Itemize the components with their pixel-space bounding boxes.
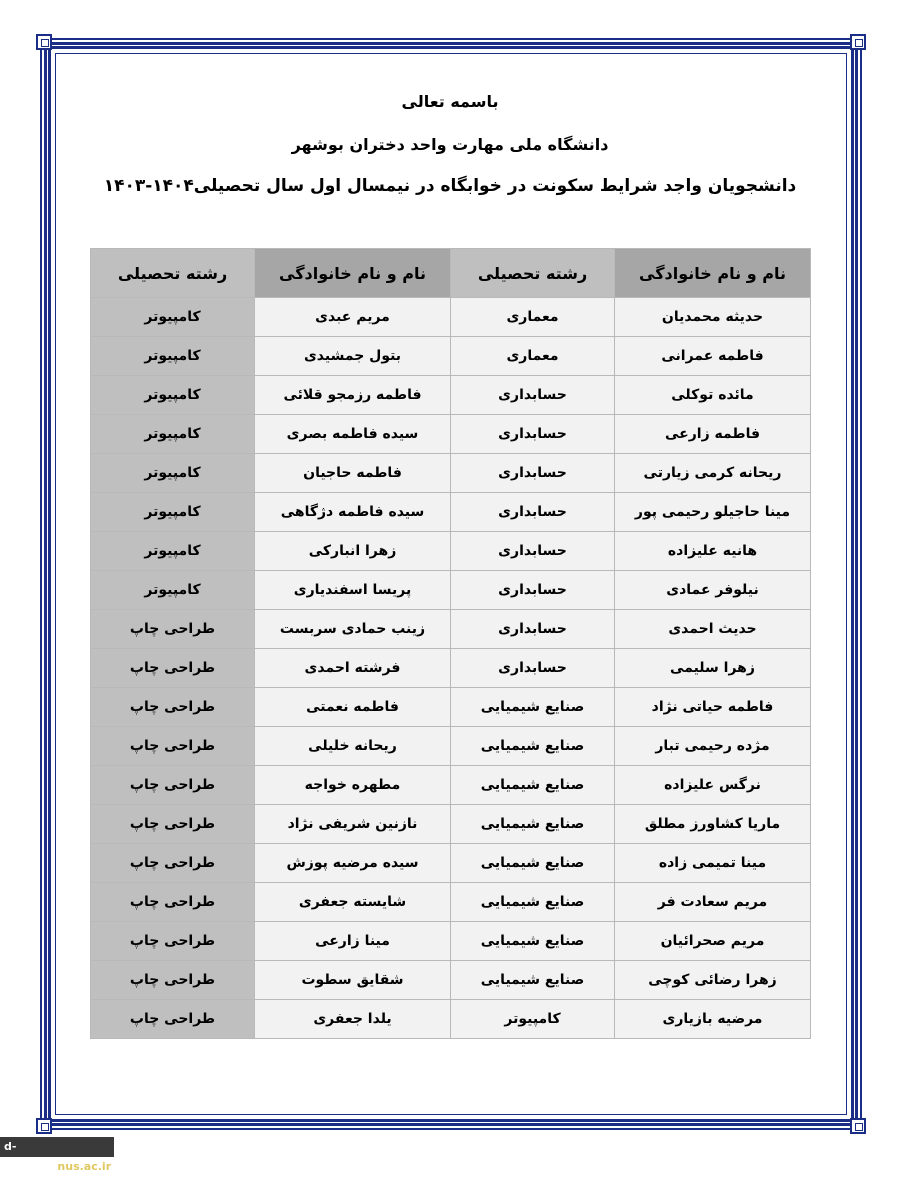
heading-document-title: دانشجویان واجد شرایط سکونت در خوابگاه در نیمسال اول سال تحصیلی۱۴۰۴-۱۴۰۳ [103,176,797,196]
table-row [91,376,811,415]
cell-student-name: مینا زارعی [255,922,451,961]
cell-major: صنایع شیمیایی [451,727,615,766]
cell-student-name: بتول جمشیدی [255,337,451,376]
cell-major: حسابداری [451,571,615,610]
cell-major: حسابداری [451,649,615,688]
cell-student-name: مریم عبدی [255,298,451,337]
table-body [91,298,811,1039]
cell-student-name: مطهره خواجه [255,766,451,805]
heading-invocation: باسمه تعالی [401,92,499,111]
table-row [91,649,811,688]
cell-major: طراحی چاپ [91,766,255,805]
frame-corner-ornament [850,1118,866,1134]
table-row [91,688,811,727]
watermark-prefix: d-bushehr. [4,1140,58,1173]
cell-major: کامپیوتر [91,298,255,337]
cell-student-name: سیده فاطمه دژگاهی [255,493,451,532]
table-row [91,415,811,454]
table-row [91,337,811,376]
table-row [91,493,811,532]
cell-major: طراحی چاپ [91,610,255,649]
table-row [91,805,811,844]
header-major: رشته تحصیلی [91,249,255,298]
cell-major: کامپیوتر [91,337,255,376]
table-row [91,1000,811,1039]
table-row [91,844,811,883]
cell-student-name: مریم سعادت فر [615,883,811,922]
cell-student-name: مریم صحرائیان [615,922,811,961]
cell-major: معماری [451,337,615,376]
frame-corner-ornament [850,34,866,50]
cell-major: کامپیوتر [91,571,255,610]
cell-major: طراحی چاپ [91,805,255,844]
cell-student-name: ریحانه خلیلی [255,727,451,766]
cell-major: صنایع شیمیایی [451,961,615,1000]
table-header-row [91,249,811,298]
cell-student-name: شقایق سطوت [255,961,451,1000]
cell-student-name: زهرا رضائی کوچی [615,961,811,1000]
cell-student-name: نیلوفر عمادی [615,571,811,610]
cell-major: حسابداری [451,376,615,415]
cell-major: حسابداری [451,493,615,532]
watermark-domain: nus.ac.ir [57,1160,112,1173]
cell-major: طراحی چاپ [91,922,255,961]
cell-major: صنایع شیمیایی [451,688,615,727]
header-name: نام و نام خانوادگی [255,249,451,298]
cell-major: صنایع شیمیایی [451,805,615,844]
cell-student-name: پریسا اسفندیاری [255,571,451,610]
cell-major: معماری [451,298,615,337]
cell-major: صنایع شیمیایی [451,766,615,805]
cell-student-name: سیده مرضیه پوزش [255,844,451,883]
cell-student-name: فاطمه حیاتی نژاد [615,688,811,727]
table-row [91,961,811,1000]
cell-student-name: مائده توکلی [615,376,811,415]
cell-student-name: مینا تمیمی زاده [615,844,811,883]
cell-student-name: فاطمه رزمجو قلائی [255,376,451,415]
cell-major: طراحی چاپ [91,883,255,922]
student-table [90,248,811,1039]
header-name: نام و نام خانوادگی [615,249,811,298]
cell-student-name: مرضیه بازیاری [615,1000,811,1039]
cell-major: کامپیوتر [91,493,255,532]
frame-corner-ornament [36,34,52,50]
cell-student-name: فاطمه نعمتی [255,688,451,727]
cell-major: کامپیوتر [91,454,255,493]
cell-student-name: نازنین شریفی نژاد [255,805,451,844]
cell-student-name: فاطمه حاجیان [255,454,451,493]
cell-major: حسابداری [451,454,615,493]
cell-student-name: یلدا جعفری [255,1000,451,1039]
cell-major: صنایع شیمیایی [451,844,615,883]
table-row [91,454,811,493]
cell-student-name: مژده رحیمی تبار [615,727,811,766]
cell-major: کامپیوتر [91,415,255,454]
cell-student-name: ماریا کشاورز مطلق [615,805,811,844]
cell-major: کامپیوتر [91,532,255,571]
cell-major: حسابداری [451,532,615,571]
table-row [91,883,811,922]
cell-major: حسابداری [451,610,615,649]
table-row [91,922,811,961]
cell-major: صنایع شیمیایی [451,883,615,922]
cell-student-name: مینا حاجیلو رحیمی پور [615,493,811,532]
cell-major: حسابداری [451,415,615,454]
cell-student-name: هانیه علیزاده [615,532,811,571]
cell-student-name: سیده فاطمه بصری [255,415,451,454]
cell-student-name: حدیث احمدی [615,610,811,649]
cell-major: طراحی چاپ [91,727,255,766]
cell-major: طراحی چاپ [91,844,255,883]
cell-student-name: زهرا سلیمی [615,649,811,688]
cell-major: طراحی چاپ [91,688,255,727]
table-row [91,571,811,610]
cell-student-name: نرگس علیزاده [615,766,811,805]
heading-university: دانشگاه ملی مهارت واحد دختران بوشهر [291,135,609,154]
cell-student-name: حدیثه محمدیان [615,298,811,337]
cell-major: کامپیوتر [451,1000,615,1039]
cell-major: طراحی چاپ [91,649,255,688]
cell-student-name: فاطمه عمرانی [615,337,811,376]
table-row [91,727,811,766]
cell-student-name: فرشته احمدی [255,649,451,688]
table-row [91,298,811,337]
header-major: رشته تحصیلی [451,249,615,298]
frame-corner-ornament [36,1118,52,1134]
table-row [91,532,811,571]
cell-major: طراحی چاپ [91,1000,255,1039]
cell-student-name: زهرا انبارکی [255,532,451,571]
table-row [91,610,811,649]
cell-major: صنایع شیمیایی [451,922,615,961]
cell-student-name: زینب حمادی سربست [255,610,451,649]
cell-student-name: شایسته جعفری [255,883,451,922]
table-row [91,766,811,805]
cell-student-name: فاطمه زارعی [615,415,811,454]
cell-major: کامپیوتر [91,376,255,415]
cell-student-name: ریحانه کرمی زیارتی [615,454,811,493]
site-watermark [0,1137,114,1173]
cell-major: طراحی چاپ [91,961,255,1000]
